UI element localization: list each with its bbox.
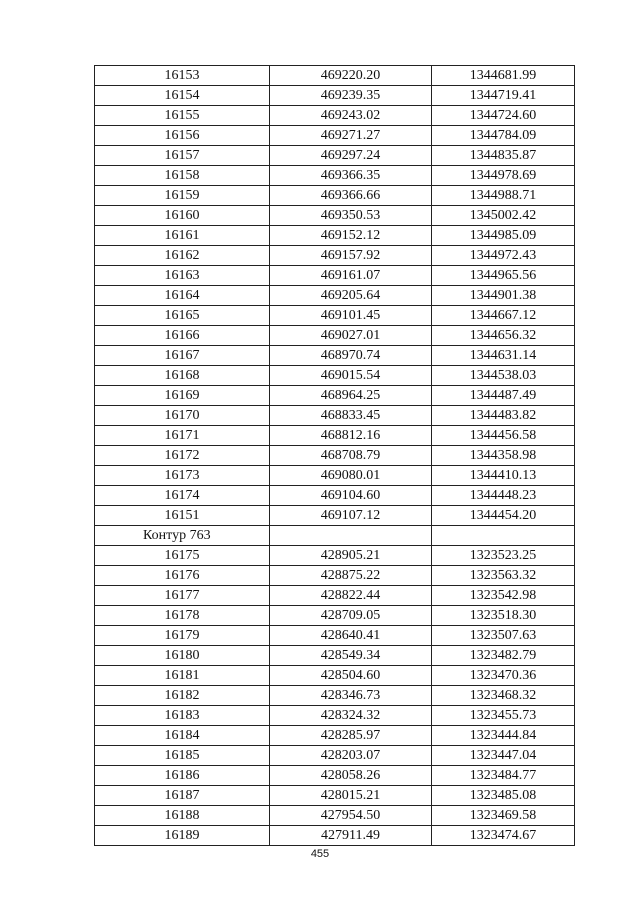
table-row	[95, 746, 575, 766]
x-coordinate-cell: 469015.54	[270, 366, 432, 386]
y-coordinate-cell: 1323447.04	[432, 746, 575, 766]
page-number: 455	[310, 848, 330, 860]
y-coordinate-cell: 1344656.32	[432, 326, 575, 346]
x-coordinate-cell: 469027.01	[270, 326, 432, 346]
point-id-cell: 16160	[95, 206, 270, 226]
point-id-cell: 16165	[95, 306, 270, 326]
point-id-cell: 16167	[95, 346, 270, 366]
y-coordinate-cell: 1344901.38	[432, 286, 575, 306]
table-row	[95, 386, 575, 406]
y-coordinate-cell: 1344965.56	[432, 266, 575, 286]
x-coordinate-cell: 468970.74	[270, 346, 432, 366]
table-row	[95, 726, 575, 746]
point-id-cell: 16173	[95, 466, 270, 486]
x-coordinate-cell: 469104.60	[270, 486, 432, 506]
point-id-cell: 16171	[95, 426, 270, 446]
point-id-cell: 16164	[95, 286, 270, 306]
point-id-cell: 16183	[95, 706, 270, 726]
y-coordinate-cell: 1323518.30	[432, 606, 575, 626]
x-coordinate-cell: 469220.20	[270, 66, 432, 86]
table-row	[95, 326, 575, 346]
x-coordinate-cell: 428285.97	[270, 726, 432, 746]
coordinates-table-body	[95, 66, 575, 846]
x-coordinate-cell: 469243.02	[270, 106, 432, 126]
x-coordinate-cell: 468833.45	[270, 406, 432, 426]
point-id-cell: 16159	[95, 186, 270, 206]
y-coordinate-cell: 1323469.58	[432, 806, 575, 826]
y-coordinate-cell: 1344681.99	[432, 66, 575, 86]
y-coordinate-cell: 1323523.25	[432, 546, 575, 566]
x-coordinate-cell: 428058.26	[270, 766, 432, 786]
table-row	[95, 786, 575, 806]
point-id-cell: 16179	[95, 626, 270, 646]
table-row	[95, 446, 575, 466]
point-id-cell: 16184	[95, 726, 270, 746]
table-row	[95, 666, 575, 686]
y-coordinate-cell: 1344988.71	[432, 186, 575, 206]
y-coordinate-cell: 1344487.49	[432, 386, 575, 406]
x-coordinate-cell: 428875.22	[270, 566, 432, 586]
table-row	[95, 586, 575, 606]
table-row	[95, 466, 575, 486]
y-coordinate-cell: 1344667.12	[432, 306, 575, 326]
y-coordinate-cell: 1344724.60	[432, 106, 575, 126]
table-row	[95, 506, 575, 526]
table-row	[95, 206, 575, 226]
y-coordinate-cell: 1323474.67	[432, 826, 575, 846]
x-coordinate-cell: 469297.24	[270, 146, 432, 166]
x-coordinate-cell: 427911.49	[270, 826, 432, 846]
y-coordinate-cell: 1344448.23	[432, 486, 575, 506]
table-row	[95, 486, 575, 506]
point-id-cell: 16157	[95, 146, 270, 166]
x-coordinate-cell	[270, 526, 432, 546]
y-coordinate-cell: 1344538.03	[432, 366, 575, 386]
point-id-cell: 16185	[95, 746, 270, 766]
point-id-cell: 16186	[95, 766, 270, 786]
y-coordinate-cell: 1344978.69	[432, 166, 575, 186]
table-row	[95, 306, 575, 326]
x-coordinate-cell: 427954.50	[270, 806, 432, 826]
y-coordinate-cell: 1344985.09	[432, 226, 575, 246]
y-coordinate-cell: 1344631.14	[432, 346, 575, 366]
x-coordinate-cell: 469205.64	[270, 286, 432, 306]
y-coordinate-cell: 1344784.09	[432, 126, 575, 146]
point-id-cell: 16174	[95, 486, 270, 506]
table-row	[95, 266, 575, 286]
y-coordinate-cell: 1323507.63	[432, 626, 575, 646]
table-row	[95, 546, 575, 566]
x-coordinate-cell: 469239.35	[270, 86, 432, 106]
x-coordinate-cell: 469271.27	[270, 126, 432, 146]
point-id-cell: 16177	[95, 586, 270, 606]
point-id-cell: 16176	[95, 566, 270, 586]
table-row	[95, 66, 575, 86]
table-row	[95, 826, 575, 846]
point-id-cell: 16178	[95, 606, 270, 626]
point-id-cell: 16156	[95, 126, 270, 146]
y-coordinate-cell: 1344456.58	[432, 426, 575, 446]
x-coordinate-cell: 428905.21	[270, 546, 432, 566]
point-id-cell: 16180	[95, 646, 270, 666]
coordinates-table	[94, 65, 575, 846]
y-coordinate-cell: 1345002.42	[432, 206, 575, 226]
point-id-cell: 16182	[95, 686, 270, 706]
table-row	[95, 606, 575, 626]
table-row	[95, 706, 575, 726]
y-coordinate-cell: 1323444.84	[432, 726, 575, 746]
point-id-cell: 16158	[95, 166, 270, 186]
point-id-cell: 16181	[95, 666, 270, 686]
point-id-cell: 16188	[95, 806, 270, 826]
y-coordinate-cell: 1344358.98	[432, 446, 575, 466]
x-coordinate-cell: 469161.07	[270, 266, 432, 286]
x-coordinate-cell: 428324.32	[270, 706, 432, 726]
point-id-cell: 16166	[95, 326, 270, 346]
x-coordinate-cell: 469157.92	[270, 246, 432, 266]
contour-header-row	[95, 526, 575, 546]
table-row	[95, 346, 575, 366]
table-row	[95, 126, 575, 146]
y-coordinate-cell: 1323468.32	[432, 686, 575, 706]
x-coordinate-cell: 469350.53	[270, 206, 432, 226]
y-coordinate-cell: 1323455.73	[432, 706, 575, 726]
y-coordinate-cell	[432, 526, 575, 546]
point-id-cell: 16170	[95, 406, 270, 426]
table-row	[95, 186, 575, 206]
point-id-cell: 16151	[95, 506, 270, 526]
x-coordinate-cell: 428346.73	[270, 686, 432, 706]
table-row	[95, 406, 575, 426]
table-row	[95, 86, 575, 106]
table-row	[95, 646, 575, 666]
point-id-cell: 16163	[95, 266, 270, 286]
table-row	[95, 226, 575, 246]
table-row	[95, 766, 575, 786]
x-coordinate-cell: 468708.79	[270, 446, 432, 466]
table-row	[95, 806, 575, 826]
y-coordinate-cell: 1323485.08	[432, 786, 575, 806]
y-coordinate-cell: 1344719.41	[432, 86, 575, 106]
table-row	[95, 426, 575, 446]
table-row	[95, 166, 575, 186]
point-id-cell: 16161	[95, 226, 270, 246]
table-row	[95, 366, 575, 386]
table-row	[95, 566, 575, 586]
y-coordinate-cell: 1344410.13	[432, 466, 575, 486]
table-row	[95, 106, 575, 126]
point-id-cell: 16162	[95, 246, 270, 266]
x-coordinate-cell: 428015.21	[270, 786, 432, 806]
x-coordinate-cell: 428504.60	[270, 666, 432, 686]
table-row	[95, 686, 575, 706]
point-id-cell: 16189	[95, 826, 270, 846]
x-coordinate-cell: 428203.07	[270, 746, 432, 766]
point-id-cell: 16155	[95, 106, 270, 126]
y-coordinate-cell: 1344835.87	[432, 146, 575, 166]
y-coordinate-cell: 1323484.77	[432, 766, 575, 786]
table-row	[95, 246, 575, 266]
point-id-cell: 16153	[95, 66, 270, 86]
y-coordinate-cell: 1344483.82	[432, 406, 575, 426]
point-id-cell: 16175	[95, 546, 270, 566]
x-coordinate-cell: 468812.16	[270, 426, 432, 446]
x-coordinate-cell: 428640.41	[270, 626, 432, 646]
x-coordinate-cell: 428822.44	[270, 586, 432, 606]
y-coordinate-cell: 1323482.79	[432, 646, 575, 666]
point-id-cell: 16172	[95, 446, 270, 466]
x-coordinate-cell: 428549.34	[270, 646, 432, 666]
y-coordinate-cell: 1323563.32	[432, 566, 575, 586]
x-coordinate-cell: 469366.35	[270, 166, 432, 186]
y-coordinate-cell: 1323470.36	[432, 666, 575, 686]
point-id-cell: 16187	[95, 786, 270, 806]
table-row	[95, 286, 575, 306]
table-row	[95, 626, 575, 646]
x-coordinate-cell: 469101.45	[270, 306, 432, 326]
point-id-cell: 16168	[95, 366, 270, 386]
point-id-cell: Контур 763	[95, 526, 270, 546]
x-coordinate-cell: 469366.66	[270, 186, 432, 206]
point-id-cell: 16169	[95, 386, 270, 406]
x-coordinate-cell: 468964.25	[270, 386, 432, 406]
y-coordinate-cell: 1344972.43	[432, 246, 575, 266]
x-coordinate-cell: 428709.05	[270, 606, 432, 626]
x-coordinate-cell: 469080.01	[270, 466, 432, 486]
x-coordinate-cell: 469107.12	[270, 506, 432, 526]
y-coordinate-cell: 1344454.20	[432, 506, 575, 526]
x-coordinate-cell: 469152.12	[270, 226, 432, 246]
y-coordinate-cell: 1323542.98	[432, 586, 575, 606]
table-row	[95, 146, 575, 166]
point-id-cell: 16154	[95, 86, 270, 106]
